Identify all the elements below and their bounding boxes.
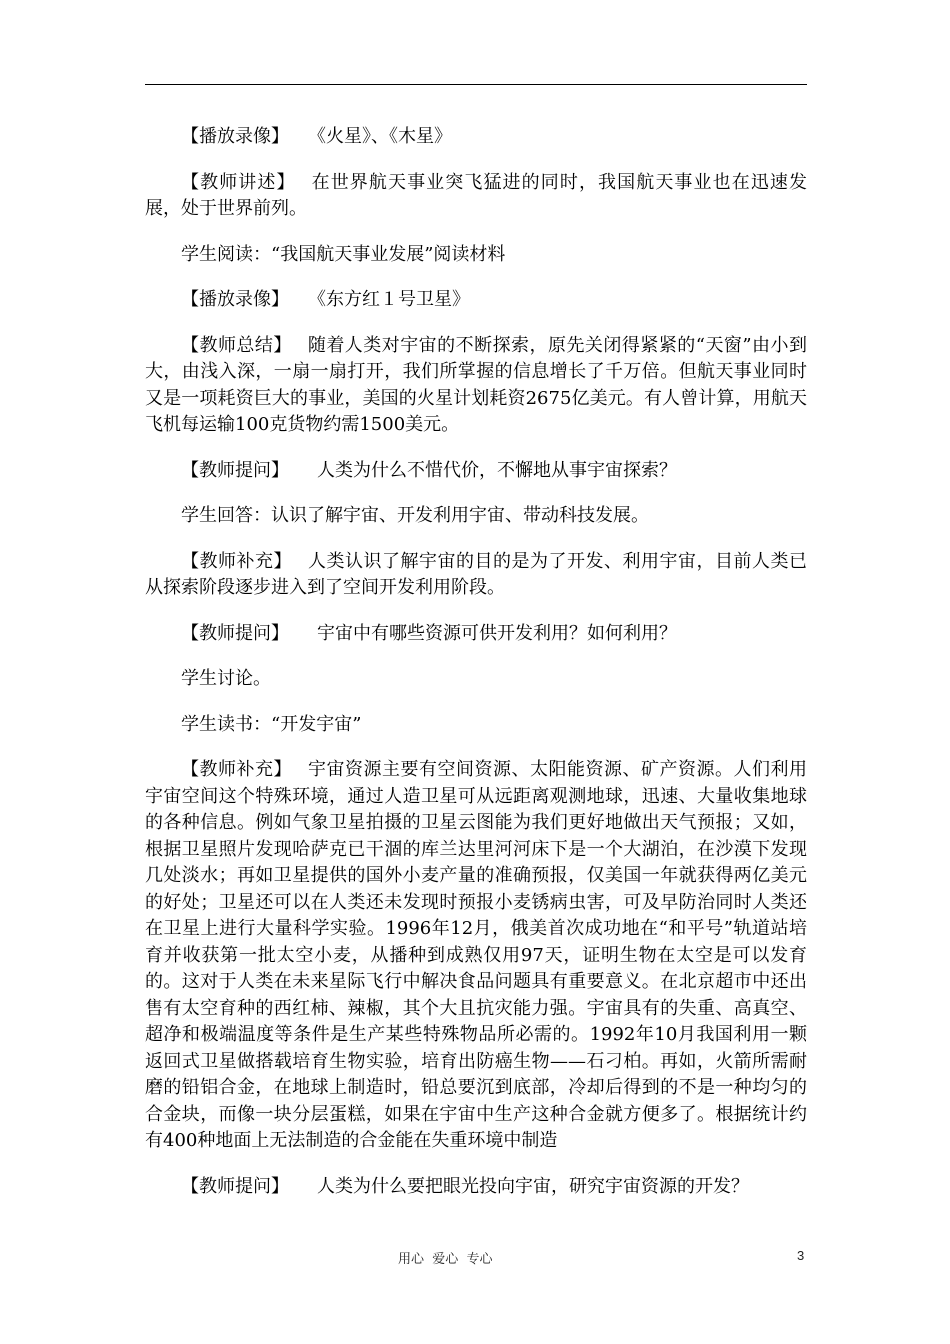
paragraph <box>145 666 807 693</box>
section-tag: 【教师提问】 <box>181 1175 289 1197</box>
section-tag: 【教师补充】 <box>181 759 292 780</box>
paragraph-text: 《火星》、《木星》 <box>317 126 452 147</box>
paragraph-text: 人类为什么不惜代价，不懈地从事宇宙探索？ <box>317 459 677 481</box>
paragraph <box>145 503 807 530</box>
paragraph <box>145 287 807 314</box>
paragraph <box>145 1174 807 1201</box>
paragraph <box>145 458 807 485</box>
paragraph-text: 宇宙中有哪些资源可供开发利用？如何利用？ <box>317 622 677 644</box>
paragraph-text: 人类认识了解宇宙的目的是为了开发、利用宇宙，目前人类已从探索阶段逐步进入到了空间开发利用阶段。 <box>145 550 807 598</box>
paragraph <box>145 621 807 648</box>
paragraph <box>145 124 807 151</box>
paragraph-text: 随着人类对宇宙的不断探索，原先关闭得紧紧的“天窗”由小到大，由浅入深，一扇一扇打开，我们所掌握的信息增长了千万倍。但航天事业同时又是一项耗资巨大的事业，美国的火星计划耗资2675亿美元。有人曾计算，用航天飞机每运输100克货物约需1500美元。 <box>145 334 808 435</box>
section-tag: 【教师提问】 <box>181 622 289 644</box>
paragraph <box>145 242 807 269</box>
paragraph <box>145 757 807 1155</box>
section-tag: 【教师提问】 <box>181 459 289 481</box>
paragraph-text: 学生阅读：“我国航天事业发展”阅读材料 <box>181 243 506 265</box>
paragraph-text: 学生读书：“开发宇宙” <box>181 713 362 735</box>
paragraph-text: 宇宙资源主要有空间资源、太阳能资源、矿产资源。人们利用宇宙空间这个特殊环境，通过人造卫星可从远距离观测地球，迅速、大量收集地球的各种信息。例如气象卫星拍摄的卫星云图能为我们更好地做出天气预报；又如，根据卫星照片发现哈萨克已干涸的库兰达里河河床下是一个大湖泊，在沙漠下发现几处淡水；再如卫星提供的国外小麦产量的准确预报，仅美国一年就获得两亿美元的好处；卫星还可以在人类还未发现时预报小麦锈病虫害，可及早防治同时人类还在卫星上进行大量科学实验。1996年12月，俄美首次成功地在“和平号”轨道站培育并收获第一批太空小麦，从播种到成熟仅用97天，证明生物在太空是可以发育的。这对于人类在未来星际飞行中解决食品问题具有重要意义。在北京超市中还出售有太空育种的西红柿、辣椒，其个大且抗灾能力强。宇宙具有的失重、高真空、超净和极端温度等条件是生产某些特殊物品所必需的。1992年10月我国利用一颗返回式卫星做搭载培育生物实验，培育出防癌生物——石刁柏。再如，火箭所需耐磨的铅铝合金，在地球上制造时，铅总要沉到底部，冷却后得到的不是一种均匀的合金块，而像一块分层蛋糕，如果在宇宙中生产这种合金就方便多了。根据统计约有400种地面上无法制造的合金能在失重环境中制造 <box>145 759 807 1151</box>
footer-slogan: 用心 爱心 专心 <box>398 1252 493 1267</box>
page-number: 3 <box>797 1248 805 1263</box>
section-tag: 【教师总结】 <box>181 334 292 356</box>
paragraph-text: 《东方红１号卫星》 <box>317 289 470 310</box>
header-rule <box>145 84 807 85</box>
section-tag: 【播放录像】 <box>181 289 289 310</box>
paragraph <box>145 333 807 439</box>
paragraph <box>145 549 807 602</box>
paragraph <box>145 170 807 223</box>
paragraph-text: 在世界航天事业突飞猛进的同时，我国航天事业也在迅速发展，处于世界前列。 <box>145 171 808 219</box>
document-body <box>145 124 807 1219</box>
paragraph-text: 人类为什么要把眼光投向宇宙，研究宇宙资源的开发？ <box>317 1175 749 1197</box>
paragraph-text: 学生讨论。 <box>181 668 271 689</box>
paragraph-text: 学生回答：认识了解宇宙、开发利用宇宙、带动科技发展。 <box>181 505 649 526</box>
section-tag: 【教师讲述】 <box>181 171 296 193</box>
section-tag: 【播放录像】 <box>181 126 289 147</box>
section-tag: 【教师补充】 <box>181 550 292 572</box>
paragraph <box>145 712 807 739</box>
